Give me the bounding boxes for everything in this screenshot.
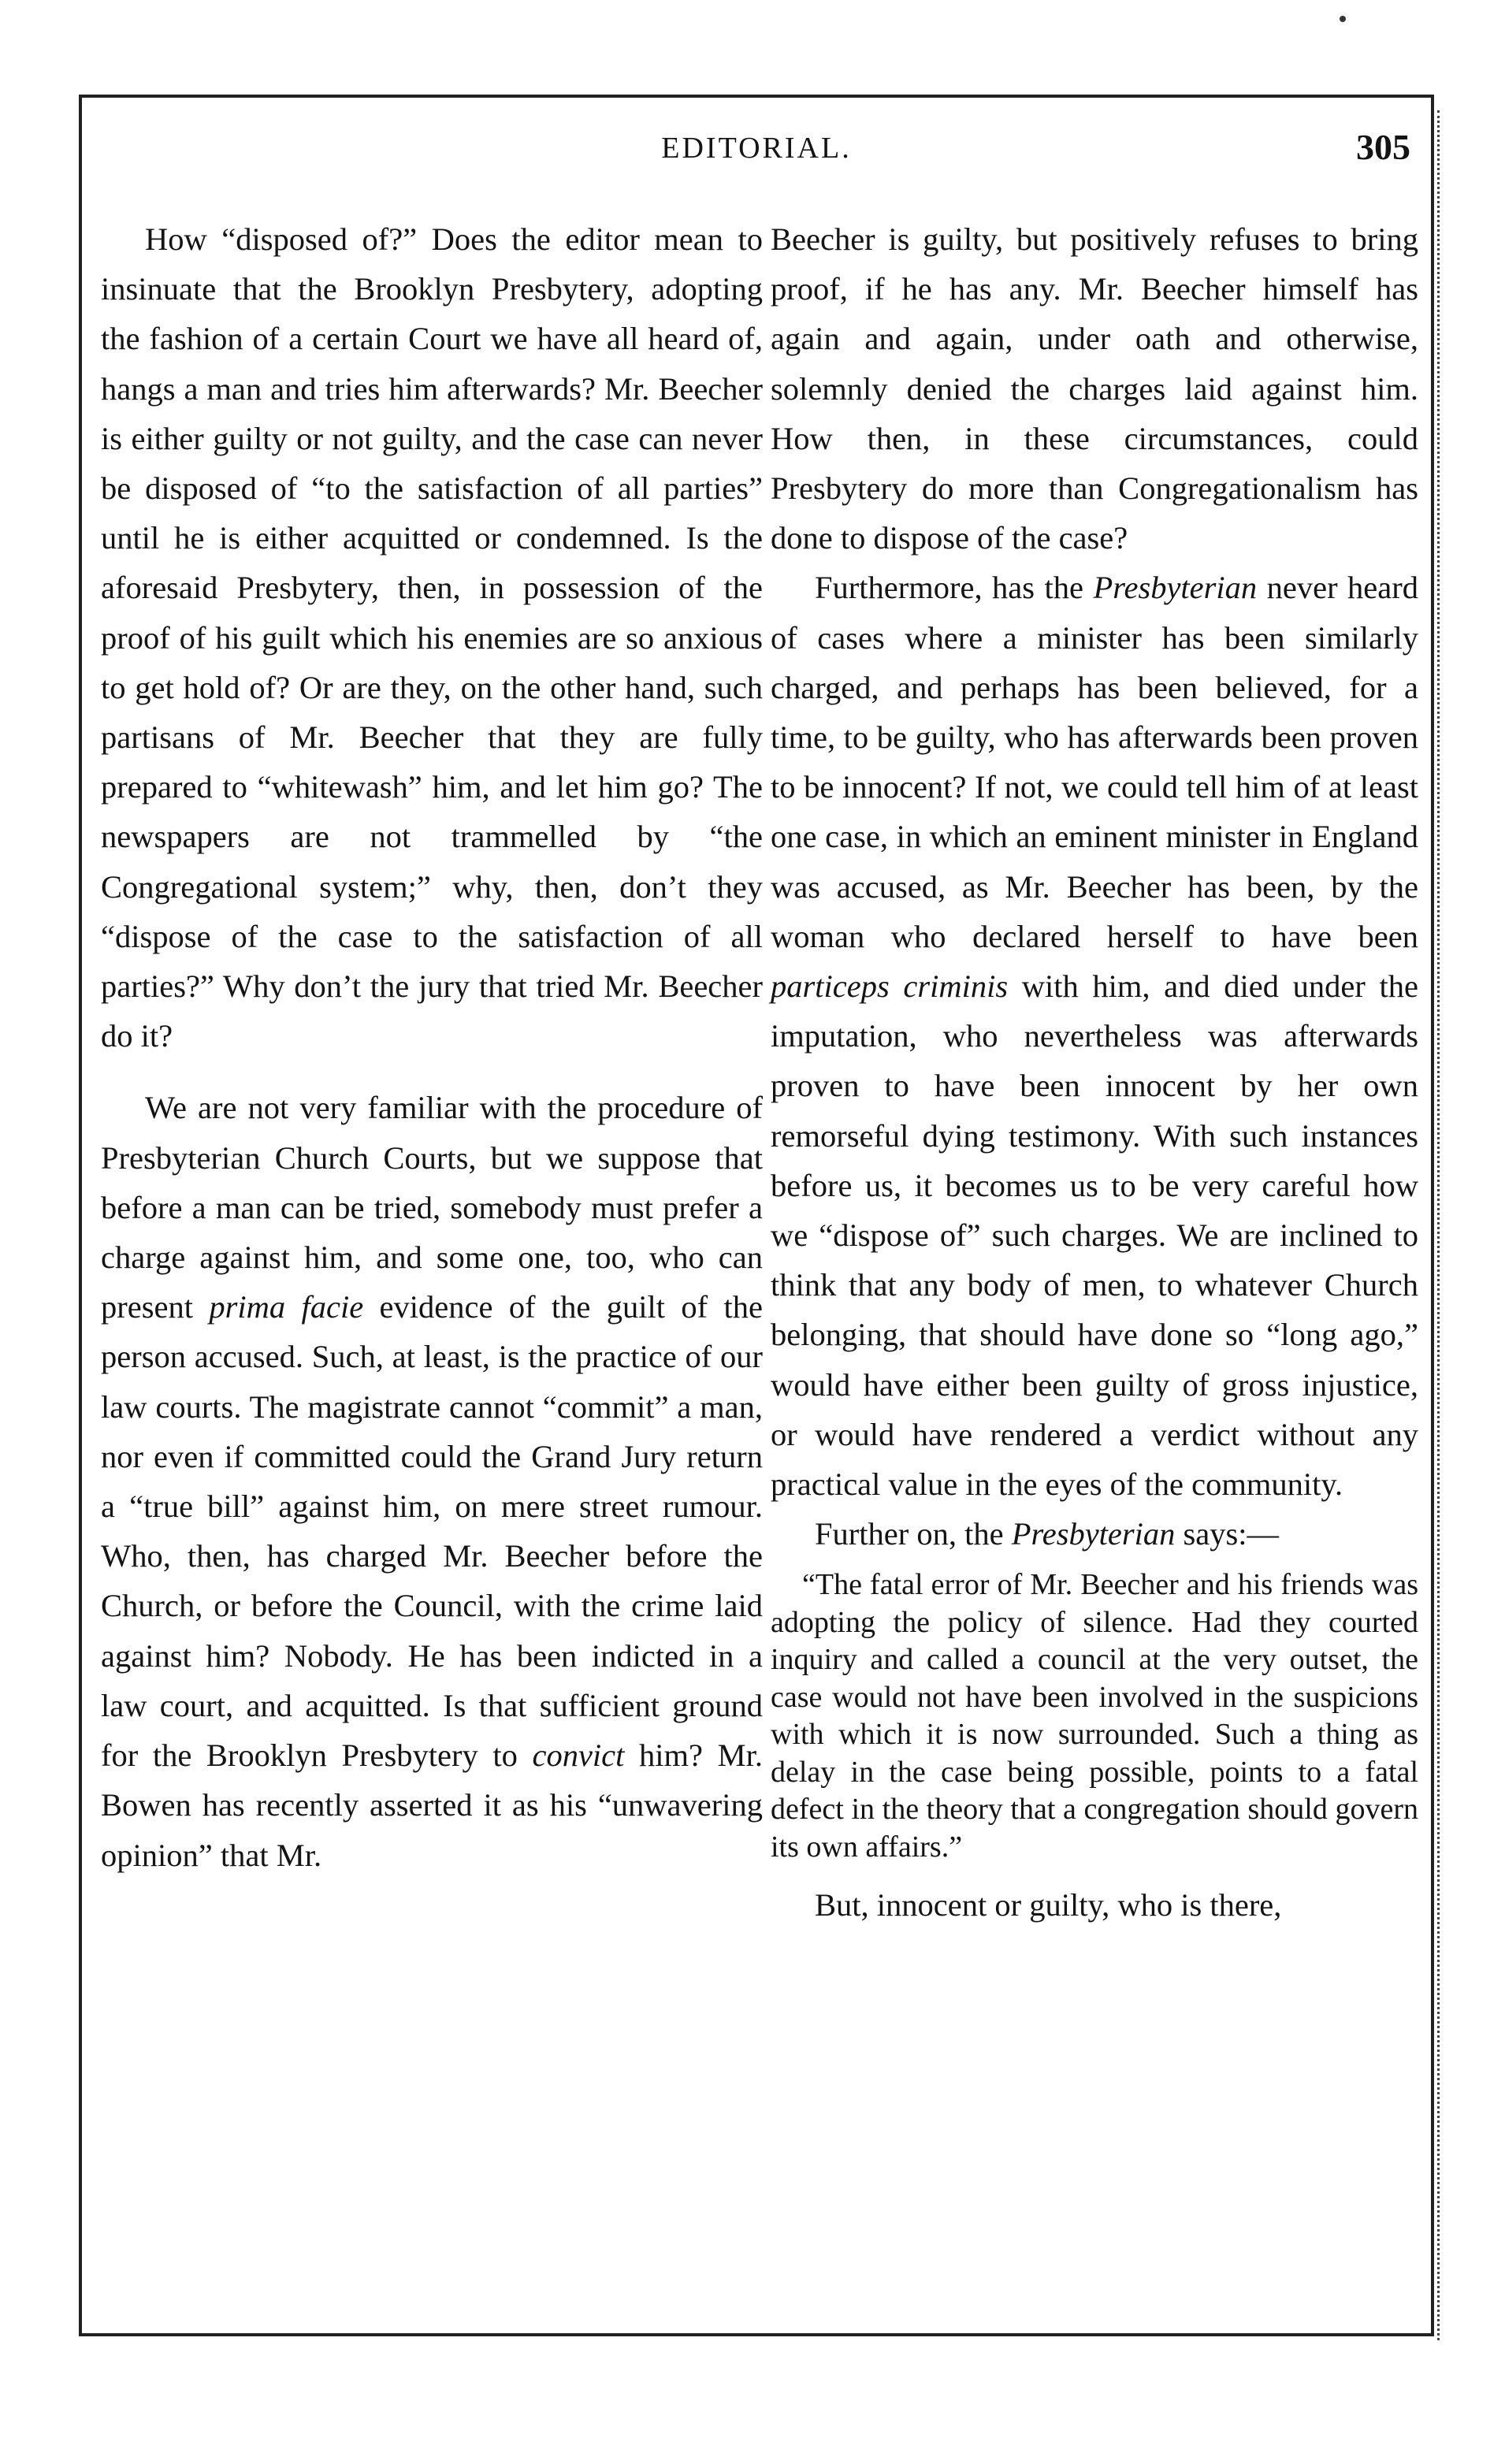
paragraph: Beecher is guilty, but positively refuses to bring proof, if he has any. Mr. Beecher himself has again and again, under oath and otherwise, solemnly denied the charges laid against him. How then, in these circumstances, could Presbytery do more than Congregationalism has done to dispose of the case? [771,221,1418,556]
page-edge-mark [1433,110,1440,2340]
italic-text: convict [532,1737,625,1774]
italic-text: Presbyterian [1011,1516,1176,1552]
running-head: EDITORIAL. [661,132,852,165]
text-run: says:— [1175,1516,1280,1552]
text-run: We are not very familiar with the procedure of Presbyterian Church Courts, but we suppose that before a man can be tried, somebody must prefer a charge against him, and some one, too, who can present [101,1090,763,1325]
paragraph [771,563,1418,1509]
right-column [771,214,1418,1931]
text-run: never heard of cases where a minister has been similarly charged, and perhaps has been believed, for a time, to be guilty, who has afterwards been proven to be innocent? If not, we could tell him of at least one case, in which an eminent minister in England was accused, as Mr. Beecher has been, by the woman who declared herself to have been [771,570,1418,954]
paragraph [101,1083,763,1879]
block-quote: “The fatal error of Mr. Beecher and his friends was adopting the policy of silence. Had they courted inquiry and called a council at the very outset, the case would not have been involved in the suspicions with which it is now surrounded. Such a thing as delay in the case being possible, points to a fatal defect in the theory that a congregation should govern its own affairs.” [771,1568,1418,1864]
text-run: with him, and died under the imputation, who nevertheless was afterwards proven to have been innocent by her own remorseful dying testimony. With such instances before us, it becomes us to be very careful how we “dispose of” such charges. We are inclined to think that any body of men, to whatever Church belonging, that should have done so “long ago,” would have either been guilty of gross injustice, or would have rendered a verdict without any practical value in the eyes of the community. [771,968,1418,1503]
text-run: Furthermore, has the [815,570,1094,606]
italic-text: particeps criminis [771,968,1009,1005]
text-run: evidence of the guilt of the person accused. Such, at least, is the practice of our law courts. The magistrate cannot “commit” a man, nor even if committed could the Grand Jury return a “true bill” against him, on mere street rumour. Who, then, has charged Mr. Beecher before the Church, or before the Council, with the crime laid against him? Nobody. He has been indicted in a law court, and acquitted. Is that sufficient ground for the Brooklyn Presbytery to [101,1289,764,1774]
left-column [101,214,763,1880]
italic-text: Presbyterian [1093,570,1258,606]
paragraph [771,1509,1418,1559]
text-run: him? Mr. Bowen has recently asserted it as his “unwavering opinion” that Mr. [101,1737,763,1873]
paragraph: How “disposed of?” Does the editor mean to insinuate that the Brooklyn Presbytery, adopting the fashion of a certain Court we have all heard of, hangs a man and tries him afterwards? Mr. Beecher is either guilty or not guilty, and the case can never be disposed of “to the satisfaction of all parties” until he is either acquitted or condemned. Is the aforesaid Presbytery, then, in possession of the proof of his guilt which his enemies are so anxious to get hold of? Or are they, on the other hand, such partisans of Mr. Beecher that they are fully prepared to “whitewash” him, and let him go? The newspapers are not trammelled by “the Congregational system;” why, then, don’t they “dispose of the case to the satisfaction of all parties?” Why don’t the jury that tried Mr. Beecher do it? [101,221,763,1054]
printer-mark [1340,16,1346,22]
paragraph: But, innocent or guilty, who is there, [815,1887,1282,1923]
page-number: 305 [1356,127,1410,167]
text-run: Further on, the [815,1516,1012,1552]
italic-text: prima facie [209,1289,364,1325]
page-header [102,126,1410,181]
